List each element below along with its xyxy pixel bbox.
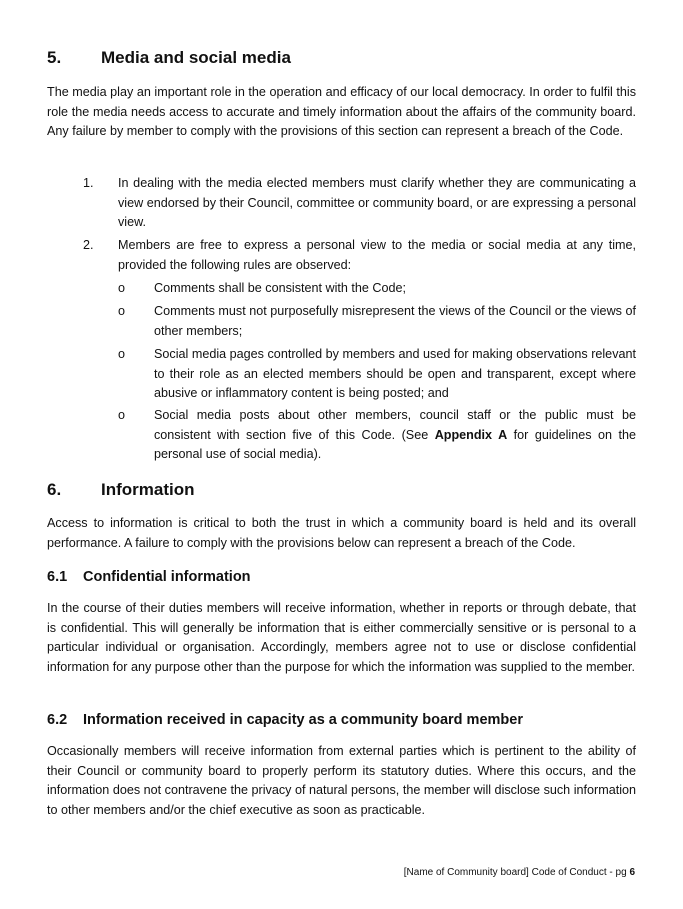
subsection-number: 6.2 [47,712,68,728]
appendix-a-reference: Appendix A [434,427,508,442]
sub-item-text: Comments shall be consistent with the Code; [154,281,406,295]
sub-item-text-part: Social media posts about other members, council staff or the public must be consistent with section five of this Code. (See [154,408,636,442]
bullet-icon: o [118,347,126,361]
subsection-number: 6.1 [47,569,68,585]
list-marker: 1. [83,176,94,190]
subsection-6-1-heading [47,568,636,586]
section-5-intro: The media play an important role in the operation and efficacy of our local democracy. In order to fulfil this role the media needs access to accurate and timely information about the affairs of the community board. Any failure by member to comply with the provisions of this section can represent a breach of the Code. [47,85,636,138]
bullet-icon: o [118,281,126,295]
subsection-title: Confidential information [83,569,251,585]
sub-item-text: Social media pages controlled by members and used for making observations relevant to their role as an elected members should be open and transparent, except where abusive or inflammatory content is being posted; and [154,347,636,400]
footer-text: [Name of Community board] Code of Conduct - pg [403,867,630,878]
section-5-heading [47,48,636,68]
list-item-text: In dealing with the media elected members must clarify whether they are communicating a view endorsed by their Council, committee or community board, or are expressing a personal view. [118,176,636,229]
section-title: Media and social media [101,48,291,67]
bullet-icon: o [118,304,126,318]
page-number: 6 [629,867,635,878]
subsection-6-2-text: Occasionally members will receive information from external parties which is pertinent to the ability of their Council or community board to properly perform its statutory duties. Where this occurs, and the information does not contravene the privacy of natural persons, the member will disclose such information to other members and/or the chief executive as soon as practicable. [47,744,636,817]
subsection-6-1-text: In the course of their duties members will receive information, whether in reports or through debate, that is confidential. This will generally be information that is either commercially sensitive or is personal to a particular individual or organisation. Accordingly, members agree not to use or disclose confidential information for any purpose other than the purpose for which the information was supplied to the member. [47,601,636,674]
section-number: 5. [47,48,62,67]
list-marker: 2. [83,238,94,252]
page-footer [404,866,635,880]
sub-item-text-part: for guidelines on the personal use of social media). [154,427,636,461]
subsection-6-2-heading [47,711,636,729]
sub-item-text [154,406,636,465]
sub-item-text: Comments must not purposefully misrepresent the views of the Council or the views of other members; [154,304,636,338]
list-item-text: Members are free to express a personal view to the media or social media at any time, provided the following rules are observed: [118,238,636,272]
section-number: 6. [47,480,62,499]
bullet-icon: o [118,408,126,422]
section-6-intro: Access to information is critical to both the trust in which a community board is held and its overall performance. A failure to comply with the provisions below can represent a breach of the Code. [47,516,636,550]
section-title: Information [101,480,195,499]
section-6-heading [47,480,636,500]
subsection-title: Information received in capacity as a community board member [83,712,523,728]
